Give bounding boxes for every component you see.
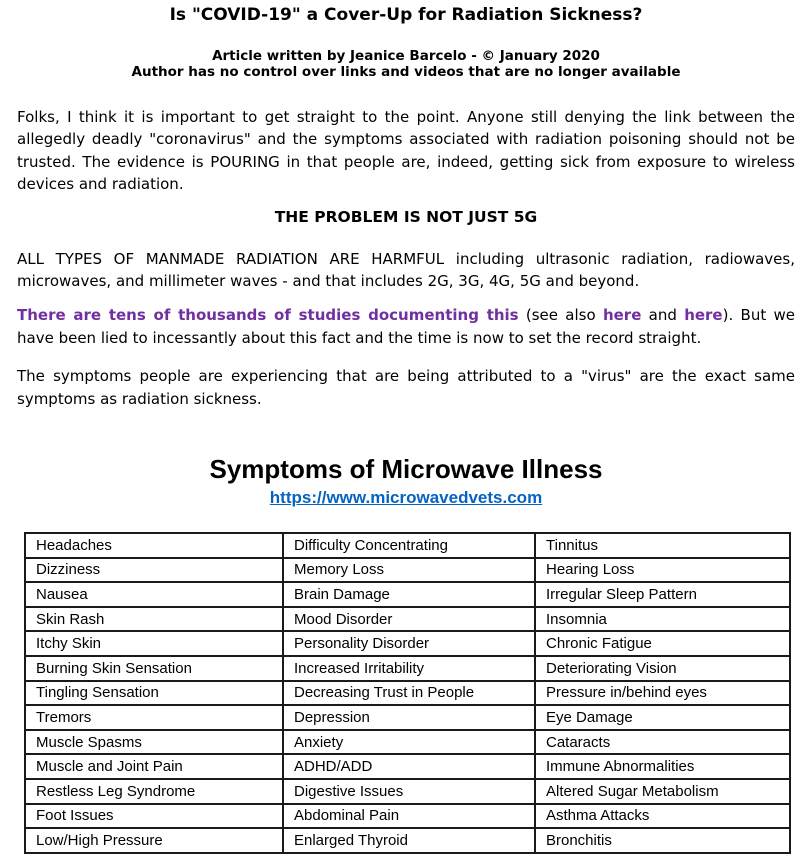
- table-row: [25, 681, 790, 706]
- symptom-cell: Insomnia: [535, 607, 790, 632]
- byline: [17, 48, 795, 80]
- symptom-cell: Enlarged Thyroid: [283, 828, 535, 853]
- symptom-cell: Dizziness: [25, 558, 283, 583]
- table-row: [25, 656, 790, 681]
- here-link-2[interactable]: here: [684, 306, 723, 325]
- symptom-cell: Hearing Loss: [535, 558, 790, 583]
- symptom-cell: Chronic Fatigue: [535, 631, 790, 656]
- symptom-cell: Low/High Pressure: [25, 828, 283, 853]
- symptom-cell: Difficulty Concentrating: [283, 533, 535, 558]
- byline-author-line: Article written by Jeanice Barcelo - © January 2020: [212, 48, 600, 64]
- byline-disclaimer-line: Author has no control over links and videos that are no longer available: [131, 64, 681, 80]
- paragraph-studies: [17, 304, 795, 349]
- table-row: [25, 828, 790, 853]
- symptom-cell: Skin Rash: [25, 607, 283, 632]
- symptoms-heading: Symptoms of Microwave Illness: [209, 454, 603, 485]
- symptom-cell: Tremors: [25, 705, 283, 730]
- table-row: [25, 558, 790, 583]
- symptoms-table-body: [25, 533, 790, 853]
- symptoms-table: [24, 532, 791, 854]
- table-row: [25, 754, 790, 779]
- symptom-cell: Foot Issues: [25, 804, 283, 829]
- symptom-cell: Mood Disorder: [283, 607, 535, 632]
- symptoms-link-row: [17, 488, 795, 508]
- paragraph-symptoms-virus: The symptoms people are experiencing that are being attributed to a "virus" are the exact same symptoms as radiation sickness.: [17, 367, 795, 408]
- symptom-cell: Immune Abnormalities: [535, 754, 790, 779]
- symptom-cell: Headaches: [25, 533, 283, 558]
- symptom-cell: Bronchitis: [535, 828, 790, 853]
- paragraph-intro: Folks, I think it is important to get straight to the point. Anyone still denying the link between the allegedly deadly "coronavirus" and the symptoms associated with radiation poisoning should not be trusted. The evidence is POURING in that people are, indeed, getting sick from exposure to wireless devices and radiation.: [17, 108, 795, 194]
- paragraph-all-types: ALL TYPES OF MANMADE RADIATION ARE HARMFUL including ultrasonic radiation, radiowaves, microwaves, and millimeter waves - and that includes 2G, 3G, 4G, 5G and beyond.: [17, 249, 795, 291]
- symptom-cell: Irregular Sleep Pattern: [535, 582, 790, 607]
- symptom-cell: Digestive Issues: [283, 779, 535, 804]
- symptom-cell: Nausea: [25, 582, 283, 607]
- symptom-cell: Cataracts: [535, 730, 790, 755]
- table-row: [25, 582, 790, 607]
- symptom-cell: Abdominal Pain: [283, 804, 535, 829]
- studies-link[interactable]: There are tens of thousands of studies documenting this: [17, 306, 519, 325]
- symptom-cell: Increased Irritability: [283, 656, 535, 681]
- symptom-cell: Tinnitus: [535, 533, 790, 558]
- table-row: [25, 779, 790, 804]
- heading-not-just-5g: THE PROBLEM IS NOT JUST 5G: [274, 207, 538, 226]
- microwavedvets-link[interactable]: https://www.microwavedvets.com: [269, 488, 543, 508]
- symptom-cell: Itchy Skin: [25, 631, 283, 656]
- symptom-cell: Memory Loss: [283, 558, 535, 583]
- table-row: [25, 705, 790, 730]
- symptom-cell: Decreasing Trust in People: [283, 681, 535, 706]
- symptom-cell: Tingling Sensation: [25, 681, 283, 706]
- page-title: Is "COVID-19" a Cover-Up for Radiation Sickness?: [169, 5, 643, 25]
- table-row: [25, 804, 790, 829]
- symptom-cell: Muscle Spasms: [25, 730, 283, 755]
- paragraph-studies-text-1: (see also: [518, 306, 603, 325]
- symptom-cell: Altered Sugar Metabolism: [535, 779, 790, 804]
- paragraph-studies-text-3: ). But we have been lied to incessantly about this fact and the time is now to set the record straight.: [17, 306, 795, 347]
- paragraph-studies-text-2: and: [641, 306, 685, 325]
- symptom-cell: Brain Damage: [283, 582, 535, 607]
- symptom-cell: Anxiety: [283, 730, 535, 755]
- symptom-cell: Restless Leg Syndrome: [25, 779, 283, 804]
- symptom-cell: Personality Disorder: [283, 631, 535, 656]
- article-page: [0, 5, 812, 854]
- symptoms-image-section: [17, 454, 795, 854]
- here-link-1[interactable]: here: [602, 306, 642, 325]
- table-row: [25, 607, 790, 632]
- symptom-cell: Eye Damage: [535, 705, 790, 730]
- symptom-cell: Burning Skin Sensation: [25, 656, 283, 681]
- symptom-cell: Asthma Attacks: [535, 804, 790, 829]
- symptom-cell: Deteriorating Vision: [535, 656, 790, 681]
- symptom-cell: Depression: [283, 705, 535, 730]
- table-row: [25, 533, 790, 558]
- table-row: [25, 631, 790, 656]
- symptom-cell: ADHD/ADD: [283, 754, 535, 779]
- symptom-cell: Muscle and Joint Pain: [25, 754, 283, 779]
- table-row: [25, 730, 790, 755]
- symptom-cell: Pressure in/behind eyes: [535, 681, 790, 706]
